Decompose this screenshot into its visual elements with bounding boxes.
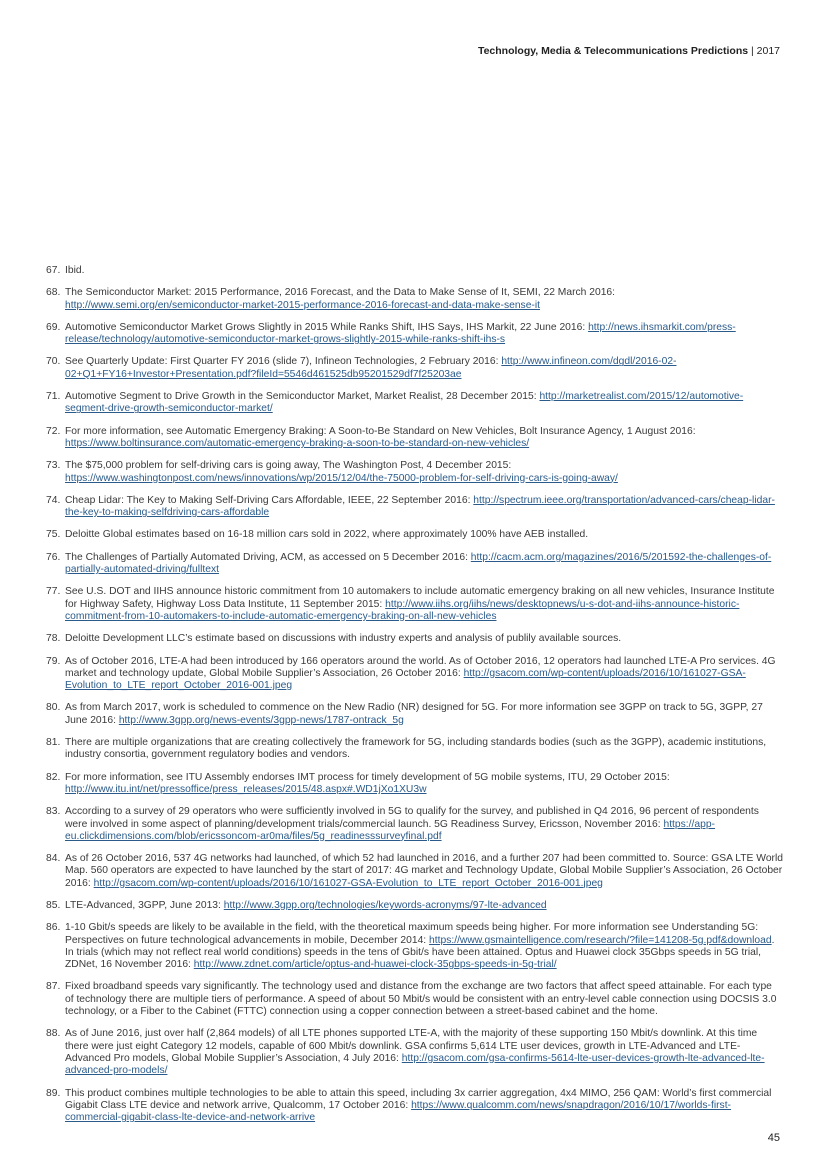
endnote-number: 76. [46,551,61,563]
endnote-text: There are multiple organizations that are creating collectively the framework for 5G, including standards bodies (such as the 3GPP), academic institutions, industry consortia, government regulatory bodies and vendors. [65,737,767,761]
endnote-text: The Semiconductor Market: 2015 Performance, 2016 Forecast, and the Data to Make Sense of It, SEMI, 22 March 2016: [65,287,616,299]
endnote [46,460,783,485]
endnote-text: Automotive Semiconductor Market Grows Slightly in 2015 While Ranks Shift, IHS Says, IHS Markit, 22 June 2016: [65,321,589,333]
endnote [46,529,783,541]
endnote-text: This product combines multiple technologies to be able to attain this speed, including 3x carrier aggregation, 4x4 MIMO, 256 QAM: World’s first commercial Gigabit Class LTE device and network arrive, Qualcomm, 17 October 2016: [65,1087,772,1111]
endnote-link[interactable]: http://news.ihsmarkit.com/press-release/technology/automotive-semiconductor-market-grows-slightly-2015-while-ranks-shift-ihs-s [65,321,736,346]
endnote-link[interactable]: http://gsacom.com/gsa-confirms-5614-lte-user-devices-growth-lte-advanced-lte-advanced-pro-models/ [65,1052,765,1077]
endnote [46,702,783,727]
endnote-link[interactable]: http://marketrealist.com/2015/12/automotive-segment-drive-growth-semiconductor-market/ [65,391,744,415]
endnote [46,656,783,693]
endnote-number: 81. [46,737,61,749]
endnote-link[interactable]: https://www.washingtonpost.com/news/innovations/wp/2015/12/04/the-75000-problem-for-self-driving-cars-is-going-away/ [65,472,618,484]
endnote-link[interactable]: https://app-eu.clickdimensions.com/blob/ericssoncom-ar0ma/files/5g_readinesssurveyfinal.pdf [65,818,715,842]
endnote-body [65,391,783,416]
endnote-text: See U.S. DOT and IIHS announce historic commitment from 10 automakers to include automatic emergency braking on all new vehicles, Insurance Institute for Highway Safety, Highway Loss Data Institute, 11 September 2015: [65,586,775,610]
endnote-text: Ibid. [65,265,85,276]
endnote [46,426,783,451]
endnote-number: 82. [46,771,61,783]
endnote [46,495,783,520]
endnote-body [65,1088,783,1125]
endnote-link[interactable]: http://cacm.acm.org/magazines/2016/5/201592-the-challenges-of-partially-automated-driving/fulltext [65,551,772,576]
endnote-link[interactable]: http://www.iihs.org/iihs/news/desktopnews/u-s-dot-and-iihs-announce-historic-commitment-from-10-automakers-to-include-automatic-emergency-braking-on-all-new-vehicles [65,598,740,622]
endnote-number: 73. [46,460,61,472]
endnote-body [65,656,783,693]
endnote [46,981,783,1018]
endnote-link[interactable]: https://www.boltinsurance.com/automatic-emergency-braking-a-soon-to-be-standard-on-new-vehicles/ [65,437,530,449]
endnote-number: 75. [46,529,61,541]
endnote [46,633,783,645]
endnote-text: According to a survey of 29 operators who were sufficiently involved in 5G to qualify for the survey, and published in Q4 2016, 96 percent of respondents were involved in some aspect of planning/development trials/commercial launch. 5G Readiness Survey, Ericsson, November 2016: [65,806,759,830]
endnote-link[interactable]: http://www.infineon.com/dgdl/2016-02-02+Q1+FY16+Investor+Presentation.pdf?fileId=5546d461525db95201529df7f25203ae [65,356,677,380]
endnote-body [65,806,783,843]
endnote-text: For more information, see ITU Assembly endorses IMT process for timely development of 5G mobile systems, ITU, 29 October 2015: [65,771,670,783]
endnote-body [65,495,783,520]
endnote-text: LTE-Advanced, 3GPP, June 2013: [65,899,224,911]
endnote-text: . In trials (which may not reflect real world conditions) speeds in the tens of Gbit/s have been attained. Optus and Huawei clock 35Gbps speeds in 5G trial, ZDNet, 16 November 2016: [65,934,775,971]
endnote-body [65,287,783,312]
endnote-body [65,552,783,577]
endnote [46,322,783,347]
endnote-number: 84. [46,853,61,865]
endnote-number: 74. [46,494,61,506]
endnote [46,1088,783,1125]
endnote-link[interactable]: http://gsacom.com/wp-content/uploads/2016/10/161027-GSA-Evolution_to_LTE_report_October_2016-001.jpeg [65,667,746,692]
endnote-number: 87. [46,981,61,993]
endnote-text: Automotive Segment to Drive Growth in the Semiconductor Market, Market Realist, 28 December 2015: [65,391,540,403]
endnote [46,737,783,762]
endnote-body [65,426,783,451]
endnote-number: 72. [46,425,61,437]
endnote-body [65,900,783,912]
endnote-body [65,356,783,381]
endnote-body [65,586,783,623]
endnote-text: Fixed broadband speeds vary significantly. The technology used and distance from the exchange are two factors that affect speed attainable. For each type of technology there are multiple tiers of performance. A speed of about 50 Mbit/s would be consistent with an entry-level cable connection using DOCSIS 3.0 technology, or a Fiber to the Cabinet (FTTC) connection using a copper connection between a street-based cabinet and the home. [65,981,777,1018]
endnote-link[interactable]: http://www.3gpp.org/technologies/keywords-acronyms/97-lte-advanced [223,899,547,911]
endnote-link[interactable]: https://www.qualcomm.com/news/snapdragon/2016/10/17/worlds-first-commercial-gigabit-class-lte-device-and-network-arrive [65,1099,731,1124]
endnote [46,853,783,890]
endnote [46,356,783,381]
endnote [46,287,783,312]
endnote [46,552,783,577]
endnote [46,922,783,971]
endnote-number: 70. [46,356,61,368]
endnote [46,900,783,912]
endnote-text: For more information, see Automatic Emergency Braking: A Soon-to-Be Standard on New Vehicles, Bolt Insurance Agency, 1 August 2016: [65,425,696,437]
endnotes-list [46,265,783,1134]
endnote-number: 78. [46,633,61,645]
endnote-body [65,853,783,890]
endnote-number: 85. [46,899,61,911]
endnote-text: See Quarterly Update: First Quarter FY 2016 (slide 7), Infineon Technologies, 2 February 2016: [65,356,502,368]
endnote [46,772,783,797]
header-separator: | [748,45,757,57]
endnote-link[interactable]: http://www.3gpp.org/news-events/3gpp-news/1787-ontrack_5g [118,714,404,726]
endnote-text: As of 26 October 2016, 537 4G networks had launched, of which 52 had launched in 2016, and a further 207 had been committed to. Source: GSA LTE World Map. 560 operators are expected to have launched by the start of 2017: 4G market and Technology Update, Global Mobile Supplier’s Association, 26 October 2016: [65,853,783,889]
endnote [46,1028,783,1077]
endnote-number: 83. [46,806,61,818]
endnote-body [65,922,783,971]
endnote-text: As from March 2017, work is scheduled to commence on the New Radio (NR) designed for 5G. For more information see 3GPP on track to 5G, 3GPP, 27 June 2016: [65,702,763,726]
page-number: 45 [767,1132,780,1144]
endnote-body [65,981,783,1018]
endnote-number: 88. [46,1028,61,1040]
endnote-text: Deloitte Development LLC’s estimate based on discussions with industry experts and analysis of publily available sources. [65,633,622,645]
endnote-body [65,633,783,645]
endnote-number: 69. [46,321,61,333]
endnote-number: 80. [46,702,61,714]
endnote-number: 68. [46,287,61,299]
header-title: Technology, Media & Telecommunications Predictions [477,45,749,57]
endnote-body [65,322,783,347]
endnote [46,391,783,416]
endnote-number: 89. [46,1087,61,1099]
endnote-body [65,460,783,485]
endnote-number: 71. [46,391,61,403]
endnote-text: The $75,000 problem for self-driving cars is going away, The Washington Post, 4 December 2015: [65,460,512,472]
endnote-link[interactable]: http://www.zdnet.com/article/optus-and-huawei-clock-35gbps-speeds-in-5g-trial/ [193,959,557,971]
endnote-text: As of October 2016, LTE-A had been introduced by 166 operators around the world. As of October 2016, 12 operators had launched LTE-A Pro services. 4G market and technology update, Global Mobile Supplier’s Association, 26 October 2016: [65,655,776,679]
endnote [46,806,783,843]
endnote-number: 79. [46,655,61,667]
endnote-text: Deloitte Global estimates based on 16-18 million cars sold in 2022, where approximately 100% have AEB installed. [65,529,589,541]
running-header [478,45,780,57]
endnote-link[interactable]: http://www.itu.int/net/pressoffice/press_releases/2015/48.aspx#.WD1jXo1XU3w [65,783,427,795]
endnote-text: Cheap Lidar: The Key to Making Self-Driving Cars Affordable, IEEE, 22 September 2016: [65,494,474,506]
endnote-body [65,772,783,797]
endnote-body [65,265,783,277]
endnote-body [65,737,783,762]
endnote-text: 1-10 Gbit/s speeds are likely to be available in the field, with the theoretical maximum speeds being higher. For more information see Understanding 5G: Perspectives on future technological advancements in mobile, December 2014: [65,922,759,946]
endnote-number: 86. [46,922,61,934]
endnote-link[interactable]: http://www.semi.org/en/semiconductor-market-2015-performance-2016-forecast-and-data-make-sense-it [65,299,541,311]
endnote-body [65,702,783,727]
endnote-text: As of June 2016, just over half (2,864 models) of all LTE phones supported LTE-A, with the majority of these supporting 150 Mbit/s downlink. At this time there were just eight Category 12 models, capable of 600 Mbit/s downlink. GSA confirms 5,614 LTE user devices, growth in LTE-Advanced and LTE-Advanced Pro models, Global Mobile Supplier’s Association, 4 July 2016: [65,1028,758,1064]
endnote-number: 67. [46,265,61,276]
endnote-number: 77. [46,586,61,598]
endnote-text: The Challenges of Partially Automated Driving, ACM, as accessed on 5 December 2016: [65,551,471,563]
endnote-body [65,529,783,541]
endnote [46,586,783,623]
endnote-link[interactable]: http://spectrum.ieee.org/transportation/advanced-cars/cheap-lidar-the-key-to-making-selfdriving-cars-affordable [65,494,775,519]
endnote-body [65,1028,783,1077]
endnote-link[interactable]: http://gsacom.com/wp-content/uploads/2016/10/161027-GSA-Evolution_to_LTE_report_October_2016-001.jpeg [93,877,603,889]
endnote-link[interactable]: https://www.gsmaintelligence.com/research/?file=141208-5g.pdf&download [429,934,772,946]
endnote [46,265,783,277]
header-year: 2017 [756,45,780,57]
